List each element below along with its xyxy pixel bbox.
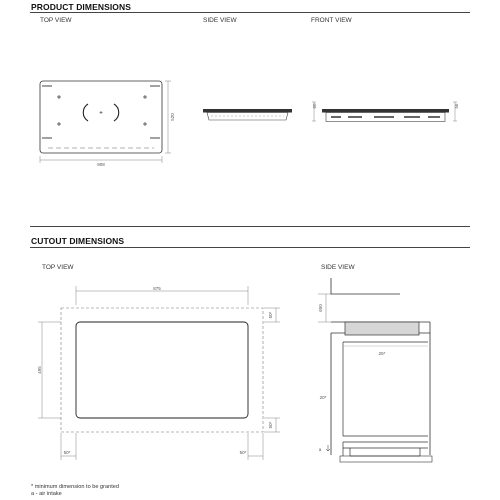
product-side-view-label: SIDE VIEW: [203, 17, 237, 24]
cutout-dimensions-heading: CUTOUT DIMENSIONS: [31, 236, 125, 246]
width-dimension: 908: [97, 162, 105, 167]
product-top-view-drawing: [40, 81, 175, 167]
margin-left-line: [61, 433, 76, 460]
cutout-top-view-label: TOP VIEW: [42, 264, 74, 271]
side-glass-top: [203, 109, 292, 113]
side-body: [207, 113, 288, 121]
oven-cavity: [343, 342, 428, 436]
air-intake-marker: a: [318, 447, 322, 452]
center-zone-arc-left: [83, 104, 88, 121]
hob-outline: [40, 81, 162, 153]
side-clearance: 650: [318, 304, 323, 312]
margin-bottom: 50*: [268, 421, 273, 429]
front-right-height: 56: [454, 103, 459, 109]
zone-mark-tl: [57, 95, 61, 99]
cutout-top-view-drawing: [37, 286, 280, 460]
cutout-depth: 495: [37, 366, 42, 374]
cutout-side-view-drawing: [318, 278, 432, 462]
depth-dimension: 520: [170, 113, 175, 121]
zone-mark-bl: [57, 122, 61, 126]
note-air-intake: a - air intake: [31, 491, 62, 497]
product-dimensions-heading: PRODUCT DIMENSIONS: [31, 2, 132, 12]
angle-top: 25*: [378, 351, 386, 356]
center-zone-arc-right: [114, 104, 119, 121]
product-side-view-drawing: [203, 109, 292, 120]
hob-in-cutout: [345, 322, 419, 335]
margin-left: 50*: [63, 450, 71, 455]
front-glass-top: [322, 109, 449, 113]
product-front-view-drawing: [312, 102, 459, 122]
angle-bottom: 20*: [319, 395, 327, 400]
plinth: [343, 442, 428, 456]
note-minimum-dimension: * minimum dimension to be granted: [31, 484, 119, 490]
center-zone-mark: [100, 111, 103, 114]
base-kick: [340, 456, 432, 462]
cutout-width-line: [76, 286, 248, 305]
countertop-outline: [61, 308, 263, 432]
front-left-height: 60: [312, 103, 317, 109]
margin-top: 50*: [268, 311, 273, 319]
zone-mark-tr: [143, 95, 147, 99]
product-front-view-label: FRONT VIEW: [311, 17, 352, 24]
margin-right: 50*: [239, 450, 247, 455]
zone-mark-br: [143, 122, 147, 126]
cutout-side-view-label: SIDE VIEW: [321, 264, 355, 271]
product-top-view-label: TOP VIEW: [40, 17, 72, 24]
margin-right-line: [248, 433, 263, 460]
cutout-width: 875: [153, 286, 161, 291]
air-intake-arrow: [326, 445, 330, 451]
cutout-outline: [76, 322, 248, 418]
upper-cabinet: [331, 278, 400, 294]
